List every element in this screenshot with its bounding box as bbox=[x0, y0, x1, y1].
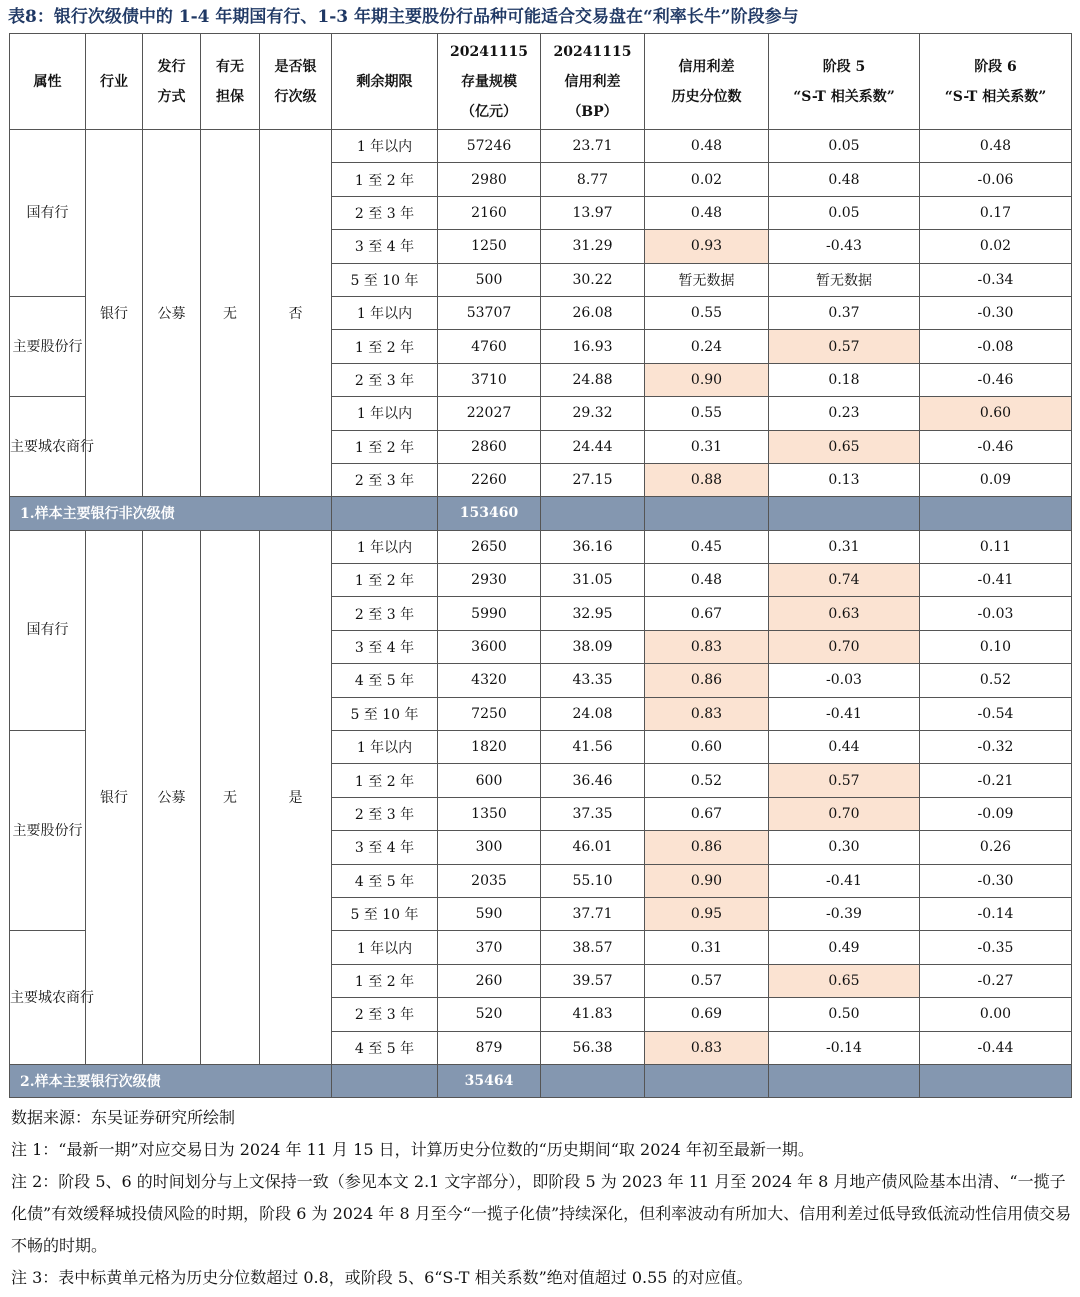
header-credit-spread bbox=[541, 34, 645, 130]
term-cell: 4 至 5 年 bbox=[332, 664, 438, 697]
header-stage6-correlation bbox=[920, 34, 1072, 130]
spread-cell: 37.35 bbox=[541, 797, 645, 830]
size-cell: 4320 bbox=[438, 664, 541, 697]
size-cell: 1820 bbox=[438, 731, 541, 764]
group-name: 国有行 bbox=[26, 204, 69, 221]
header-outstanding-size bbox=[438, 34, 541, 130]
stage5-cell: 0.74 bbox=[769, 564, 920, 597]
stage5-cell: 0.49 bbox=[769, 931, 920, 964]
spread-cell: 30.22 bbox=[541, 263, 645, 296]
stage6-cell: -0.06 bbox=[920, 163, 1072, 196]
percentile-cell: 0.86 bbox=[645, 831, 769, 864]
spread-cell: 32.95 bbox=[541, 597, 645, 630]
header-remaining-term bbox=[332, 34, 438, 130]
size-cell: 2980 bbox=[438, 163, 541, 196]
percentile-cell: 0.83 bbox=[645, 697, 769, 730]
header-line: （BP） bbox=[567, 103, 618, 120]
stage6-cell: -0.27 bbox=[920, 964, 1072, 997]
stage6-cell: 0.17 bbox=[920, 196, 1072, 229]
term-cell: 1 至 2 年 bbox=[332, 564, 438, 597]
stage5-cell: 0.70 bbox=[769, 797, 920, 830]
header-line: 有无 bbox=[216, 58, 244, 75]
spread-cell: 55.10 bbox=[541, 864, 645, 897]
spread-cell: 43.35 bbox=[541, 664, 645, 697]
header-industry bbox=[86, 34, 143, 130]
term-cell: 2 至 3 年 bbox=[332, 597, 438, 630]
percentile-cell: 0.86 bbox=[645, 664, 769, 697]
header-line: 阶段 5 bbox=[822, 58, 866, 75]
stage5-cell: -0.41 bbox=[769, 864, 920, 897]
summary-empty bbox=[332, 1064, 438, 1097]
data-table bbox=[9, 33, 1072, 1098]
header-line: 信用利差 bbox=[678, 58, 735, 75]
spread-cell: 41.83 bbox=[541, 998, 645, 1031]
term-cell: 3 至 4 年 bbox=[332, 831, 438, 864]
stage5-cell: 0.18 bbox=[769, 363, 920, 396]
industry-cell: 银行 bbox=[86, 130, 143, 497]
stage6-cell: -0.30 bbox=[920, 296, 1072, 329]
group-name-cell bbox=[10, 731, 86, 931]
spread-cell: 26.08 bbox=[541, 296, 645, 329]
size-cell: 590 bbox=[438, 897, 541, 930]
percentile-cell: 0.60 bbox=[645, 731, 769, 764]
stage5-cell: -0.41 bbox=[769, 697, 920, 730]
size-cell: 22027 bbox=[438, 397, 541, 430]
summary-row bbox=[10, 1064, 1072, 1097]
size-cell: 2260 bbox=[438, 463, 541, 496]
header-line: 担保 bbox=[216, 88, 244, 105]
size-cell: 5990 bbox=[438, 597, 541, 630]
size-cell: 600 bbox=[438, 764, 541, 797]
stage5-cell: 0.50 bbox=[769, 998, 920, 1031]
guarantee-cell: 无 bbox=[201, 530, 260, 1064]
stage5-cell: 0.65 bbox=[769, 430, 920, 463]
group-name-cell bbox=[10, 296, 86, 396]
header-line: 属性 bbox=[33, 73, 62, 90]
stage5-cell: 0.05 bbox=[769, 196, 920, 229]
data-source: 数据来源：东吴证券研究所绘制 bbox=[11, 1108, 236, 1127]
header-line: “S-T 相关系数” bbox=[793, 88, 895, 105]
size-cell: 2860 bbox=[438, 430, 541, 463]
summary-row bbox=[10, 497, 1072, 530]
size-cell: 4760 bbox=[438, 330, 541, 363]
spread-cell: 8.77 bbox=[541, 163, 645, 196]
term-cell: 1 年以内 bbox=[332, 731, 438, 764]
summary-empty bbox=[541, 497, 645, 530]
stage5-cell: 0.65 bbox=[769, 964, 920, 997]
stage5-cell: 0.44 bbox=[769, 731, 920, 764]
term-cell: 2 至 3 年 bbox=[332, 797, 438, 830]
group-name-cell bbox=[10, 931, 94, 1065]
size-cell: 3600 bbox=[438, 630, 541, 663]
spread-cell: 56.38 bbox=[541, 1031, 645, 1064]
term-cell: 3 至 4 年 bbox=[332, 630, 438, 663]
subordinated-cell: 是 bbox=[260, 530, 332, 1064]
header-issue-method bbox=[143, 34, 201, 130]
percentile-cell: 0.48 bbox=[645, 130, 769, 163]
percentile-cell: 0.67 bbox=[645, 597, 769, 630]
summary-empty bbox=[332, 497, 438, 530]
header-guarantee bbox=[201, 34, 260, 130]
note-1: 注 1：“最新一期”对应交易日为 2024 年 11 月 15 日，计算历史分位数的“历史期间“取 2024 年初至最新一期。 bbox=[11, 1140, 814, 1159]
stage6-cell: -0.46 bbox=[920, 363, 1072, 396]
size-cell: 7250 bbox=[438, 697, 541, 730]
spread-cell: 38.09 bbox=[541, 630, 645, 663]
header-line: 阶段 6 bbox=[974, 58, 1017, 75]
header-row bbox=[10, 34, 1072, 130]
summary-empty bbox=[541, 1064, 645, 1097]
stage6-cell: -0.03 bbox=[920, 597, 1072, 630]
spread-cell: 41.56 bbox=[541, 731, 645, 764]
size-cell: 1250 bbox=[438, 230, 541, 263]
percentile-cell: 0.55 bbox=[645, 296, 769, 329]
stage5-cell: 0.70 bbox=[769, 630, 920, 663]
stage6-cell: 0.60 bbox=[920, 397, 1072, 430]
percentile-cell: 0.45 bbox=[645, 530, 769, 563]
group-name: 主要城农商行 bbox=[10, 438, 94, 455]
stage6-cell: 0.52 bbox=[920, 664, 1072, 697]
term-cell: 5 至 10 年 bbox=[332, 897, 438, 930]
spread-cell: 36.46 bbox=[541, 764, 645, 797]
spread-cell: 27.15 bbox=[541, 463, 645, 496]
spread-cell: 24.88 bbox=[541, 363, 645, 396]
header-line: （亿元） bbox=[461, 103, 517, 120]
percentile-cell: 0.24 bbox=[645, 330, 769, 363]
stage6-cell: -0.35 bbox=[920, 931, 1072, 964]
term-cell: 1 年以内 bbox=[332, 296, 438, 329]
size-cell: 57246 bbox=[438, 130, 541, 163]
term-cell: 1 年以内 bbox=[332, 130, 438, 163]
percentile-cell: 0.31 bbox=[645, 931, 769, 964]
term-cell: 1 年以内 bbox=[332, 931, 438, 964]
stage5-cell: 0.13 bbox=[769, 463, 920, 496]
group-name-cell bbox=[10, 130, 86, 297]
header-subordinated bbox=[260, 34, 332, 130]
stage5-cell: -0.14 bbox=[769, 1031, 920, 1064]
summary-total: 153460 bbox=[438, 497, 541, 530]
size-cell: 300 bbox=[438, 831, 541, 864]
header-stage5-correlation bbox=[769, 34, 920, 130]
term-cell: 1 年以内 bbox=[332, 530, 438, 563]
percentile-cell: 0.83 bbox=[645, 630, 769, 663]
term-cell: 3 至 4 年 bbox=[332, 230, 438, 263]
spread-cell: 46.01 bbox=[541, 831, 645, 864]
size-cell: 520 bbox=[438, 998, 541, 1031]
header-line: “S-T 相关系数” bbox=[944, 88, 1047, 105]
spread-cell: 29.32 bbox=[541, 397, 645, 430]
size-cell: 2650 bbox=[438, 530, 541, 563]
stage6-cell: -0.21 bbox=[920, 764, 1072, 797]
header-line: 是否银 bbox=[274, 58, 317, 75]
term-cell: 1 至 2 年 bbox=[332, 430, 438, 463]
group-name: 国有行 bbox=[26, 622, 69, 639]
spread-cell: 24.44 bbox=[541, 430, 645, 463]
percentile-cell: 0.55 bbox=[645, 397, 769, 430]
spread-cell: 39.57 bbox=[541, 964, 645, 997]
stage6-cell: 0.11 bbox=[920, 530, 1072, 563]
header-line: 存量规模 bbox=[461, 73, 517, 90]
summary-label: 2.样本主要银行次级债 bbox=[10, 1064, 332, 1097]
size-cell: 879 bbox=[438, 1031, 541, 1064]
size-cell: 2035 bbox=[438, 864, 541, 897]
percentile-cell: 0.93 bbox=[645, 230, 769, 263]
spread-cell: 37.71 bbox=[541, 897, 645, 930]
table-row bbox=[10, 530, 1072, 563]
size-cell: 500 bbox=[438, 263, 541, 296]
stage5-cell: -0.39 bbox=[769, 897, 920, 930]
term-cell: 2 至 3 年 bbox=[332, 363, 438, 396]
group-name-cell bbox=[10, 530, 86, 730]
industry-cell: 银行 bbox=[86, 530, 143, 1064]
spread-cell: 16.93 bbox=[541, 330, 645, 363]
size-cell: 2160 bbox=[438, 196, 541, 229]
stage6-cell: -0.32 bbox=[920, 731, 1072, 764]
stage5-cell: 0.48 bbox=[769, 163, 920, 196]
header-line: 历史分位数 bbox=[671, 88, 742, 105]
stage6-cell: 0.48 bbox=[920, 130, 1072, 163]
term-cell: 1 年以内 bbox=[332, 397, 438, 430]
size-cell: 260 bbox=[438, 964, 541, 997]
stage6-cell: -0.14 bbox=[920, 897, 1072, 930]
stage5-cell: -0.03 bbox=[769, 664, 920, 697]
header-line: 20241115 bbox=[450, 43, 528, 60]
percentile-cell: 暂无数据 bbox=[645, 263, 769, 296]
header-line: 行次级 bbox=[274, 88, 317, 105]
term-cell: 2 至 3 年 bbox=[332, 196, 438, 229]
term-cell: 4 至 5 年 bbox=[332, 864, 438, 897]
size-cell: 1350 bbox=[438, 797, 541, 830]
size-cell: 2930 bbox=[438, 564, 541, 597]
percentile-cell: 0.02 bbox=[645, 163, 769, 196]
percentile-cell: 0.67 bbox=[645, 797, 769, 830]
percentile-cell: 0.90 bbox=[645, 363, 769, 396]
stage6-cell: 0.02 bbox=[920, 230, 1072, 263]
issue-method-cell: 公募 bbox=[143, 530, 201, 1064]
percentile-cell: 0.69 bbox=[645, 998, 769, 1031]
term-cell: 1 至 2 年 bbox=[332, 964, 438, 997]
summary-empty bbox=[645, 1064, 769, 1097]
percentile-cell: 0.48 bbox=[645, 196, 769, 229]
stage5-cell: 暂无数据 bbox=[769, 263, 920, 296]
percentile-cell: 0.52 bbox=[645, 764, 769, 797]
percentile-cell: 0.90 bbox=[645, 864, 769, 897]
table-title: 表8：银行次级债中的 1-4 年期国有行、1-3 年期主要股份行品种可能适合交易盘在“利率长牛”阶段参与 bbox=[8, 7, 799, 27]
term-cell: 2 至 3 年 bbox=[332, 998, 438, 1031]
header-line: 发行 bbox=[157, 58, 186, 75]
stage5-cell: 0.05 bbox=[769, 130, 920, 163]
summary-empty bbox=[769, 1064, 920, 1097]
percentile-cell: 0.57 bbox=[645, 964, 769, 997]
summary-empty bbox=[645, 497, 769, 530]
header-line: 方式 bbox=[157, 88, 186, 105]
stage6-cell: 0.00 bbox=[920, 998, 1072, 1031]
percentile-cell: 0.83 bbox=[645, 1031, 769, 1064]
summary-empty bbox=[920, 497, 1072, 530]
term-cell: 1 至 2 年 bbox=[332, 330, 438, 363]
stage6-cell: 0.09 bbox=[920, 463, 1072, 496]
stage5-cell: 0.37 bbox=[769, 296, 920, 329]
stage6-cell: -0.54 bbox=[920, 697, 1072, 730]
spread-cell: 31.05 bbox=[541, 564, 645, 597]
stage6-cell: -0.34 bbox=[920, 263, 1072, 296]
stage6-cell: -0.30 bbox=[920, 864, 1072, 897]
percentile-cell: 0.95 bbox=[645, 897, 769, 930]
term-cell: 4 至 5 年 bbox=[332, 1031, 438, 1064]
term-cell: 5 至 10 年 bbox=[332, 263, 438, 296]
stage5-cell: 0.57 bbox=[769, 764, 920, 797]
group-name: 主要城农商行 bbox=[10, 989, 94, 1006]
stage6-cell: -0.44 bbox=[920, 1031, 1072, 1064]
issue-method-cell: 公募 bbox=[143, 130, 201, 497]
spread-cell: 31.29 bbox=[541, 230, 645, 263]
header-line: 信用利差 bbox=[564, 73, 621, 90]
size-cell: 370 bbox=[438, 931, 541, 964]
summary-label: 1.样本主要银行非次级债 bbox=[10, 497, 332, 530]
stage5-cell: 0.31 bbox=[769, 530, 920, 563]
summary-empty bbox=[920, 1064, 1072, 1097]
group-name: 主要股份行 bbox=[12, 338, 83, 355]
table-row bbox=[10, 130, 1072, 163]
stage6-cell: -0.46 bbox=[920, 430, 1072, 463]
stage5-cell: 0.57 bbox=[769, 330, 920, 363]
guarantee-cell: 无 bbox=[201, 130, 260, 497]
note-3: 注 3：表中标黄单元格为历史分位数超过 0.8，或阶段 5、6“S-T 相关系数”绝对值超过 0.55 的对应值。 bbox=[11, 1268, 753, 1287]
header-line: 20241115 bbox=[553, 43, 632, 60]
spread-cell: 24.08 bbox=[541, 697, 645, 730]
summary-total: 35464 bbox=[438, 1064, 541, 1097]
spread-cell: 13.97 bbox=[541, 196, 645, 229]
header-line: 剩余期限 bbox=[356, 73, 413, 90]
table-body bbox=[10, 130, 1072, 1098]
stage6-cell: -0.09 bbox=[920, 797, 1072, 830]
note-2: 注 2：阶段 5、6 的时间划分与上文保持一致（参见本文 2.1 文字部分），即阶段 5 为 2023 年 11 月至 2024 年 8 月地产债风险基本出清、“一揽子化债”有效缓释城投债风险的时期，阶段 6 为 2024 年 8 月至今“一揽子化债”持续深化，但利率波动有所加大、信用利差过低导致低流动性信用债交易不畅的时期。 bbox=[11, 1172, 1072, 1255]
stage6-cell: -0.08 bbox=[920, 330, 1072, 363]
stage6-cell: 0.26 bbox=[920, 831, 1072, 864]
stage6-cell: 0.10 bbox=[920, 630, 1072, 663]
size-cell: 53707 bbox=[438, 296, 541, 329]
spread-cell: 23.71 bbox=[541, 130, 645, 163]
group-name-cell bbox=[10, 397, 94, 497]
notes bbox=[11, 1102, 1073, 1294]
subordinated-cell: 否 bbox=[260, 130, 332, 497]
header-line: 行业 bbox=[100, 73, 128, 90]
term-cell: 2 至 3 年 bbox=[332, 463, 438, 496]
stage5-cell: 0.23 bbox=[769, 397, 920, 430]
percentile-cell: 0.48 bbox=[645, 564, 769, 597]
term-cell: 5 至 10 年 bbox=[332, 697, 438, 730]
stage6-cell: -0.41 bbox=[920, 564, 1072, 597]
percentile-cell: 0.31 bbox=[645, 430, 769, 463]
stage5-cell: -0.43 bbox=[769, 230, 920, 263]
term-cell: 1 至 2 年 bbox=[332, 163, 438, 196]
summary-empty bbox=[769, 497, 920, 530]
group-name: 主要股份行 bbox=[12, 822, 83, 839]
stage5-cell: 0.63 bbox=[769, 597, 920, 630]
spread-cell: 36.16 bbox=[541, 530, 645, 563]
term-cell: 1 至 2 年 bbox=[332, 764, 438, 797]
percentile-cell: 0.88 bbox=[645, 463, 769, 496]
size-cell: 3710 bbox=[438, 363, 541, 396]
header-attribute bbox=[10, 34, 86, 130]
spread-cell: 38.57 bbox=[541, 931, 645, 964]
stage5-cell: 0.30 bbox=[769, 831, 920, 864]
header-spread-percentile bbox=[645, 34, 769, 130]
